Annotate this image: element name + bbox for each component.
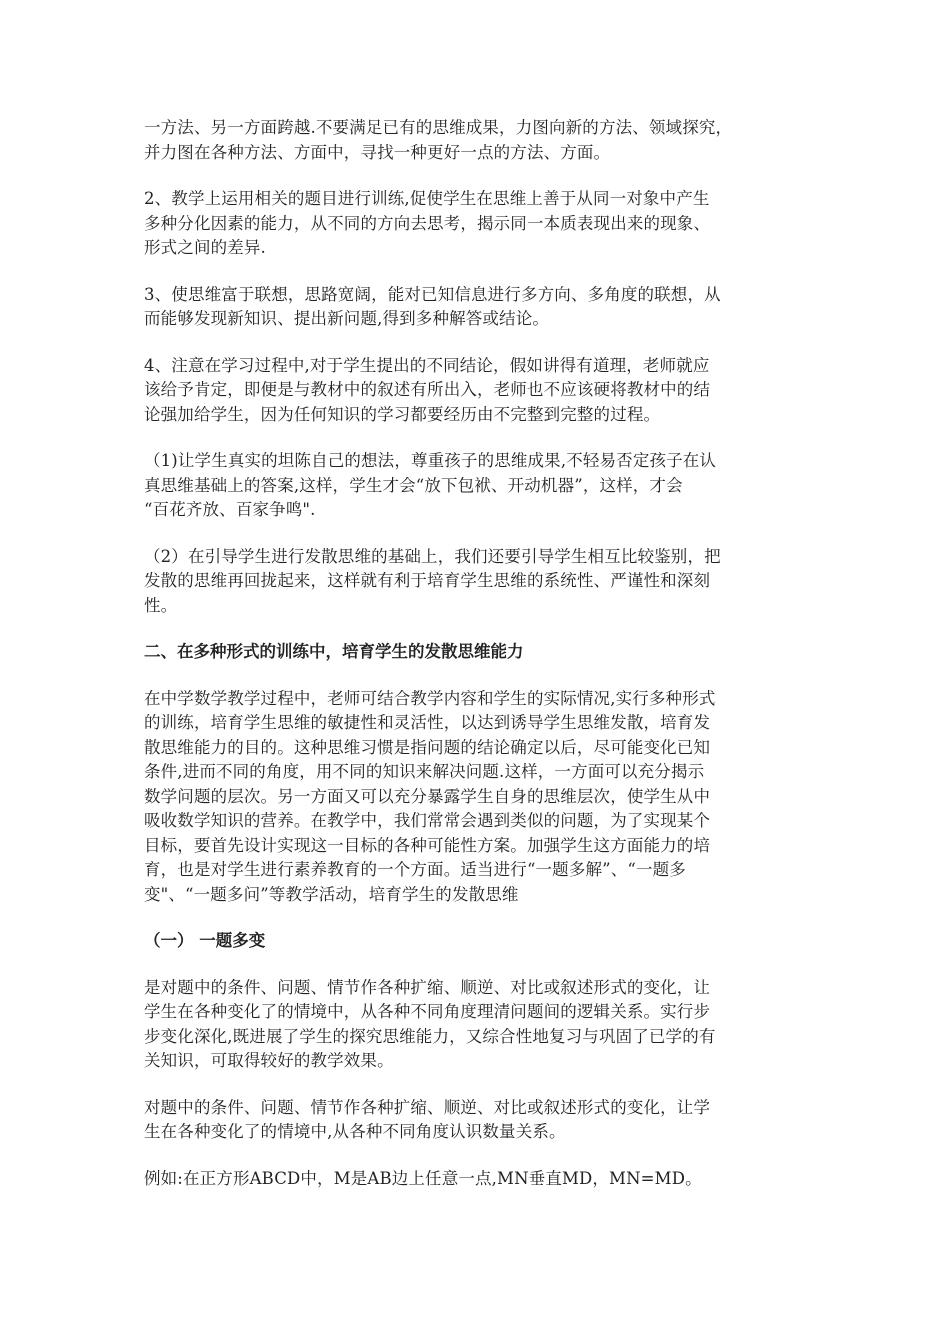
paragraph-variation: 对题中的条件、问题、情节作各种扩缩、顺逆、对比或叙述形式的变化，让学 生在各种变化了的情境中,从各种不同角度认识数量关系。 xyxy=(144,1097,711,1141)
paragraph-point-2: 2、教学上运用相关的题目进行训练,促使学生在思维上善于从同一对象中产生 多种分化因素的能力，从不同的方向去思考，揭示同一本质表现出来的现象、 形式之间的差异. xyxy=(144,189,711,257)
section-heading-2: 二、在多种形式的训练中，培育学生的发散思维能力 xyxy=(144,642,524,661)
paragraph-subpoint-2: （2）在引导学生进行发散思维的基础上，我们还要引导学生相互比较鉴别，把 发散的思维再回拢起来，这样就有利于培育学生思维的系统性、严谨性和深刻 性。 xyxy=(144,546,721,615)
document-page xyxy=(144,116,816,1213)
subsection-heading-1: （一） 一题多变 xyxy=(144,931,266,950)
paragraph-point-4: 4、注意在学习过程中,对于学生提出的不同结论，假如讲得有道理，老师就应 该给予肯定，即便是与教材中的叙述有所出入，老师也不应该硬将教材中的结 论强加给学生，因为任何知识的学习都要经历由不完整到完整的过程。 xyxy=(144,355,711,424)
paragraph-subsection-1-body: 是对题中的条件、问题、情节作各种扩缩、顺逆、对比或叙述形式的变化，让 学生在各种变化了的情境中，从各种不同角度理清问题间的逻辑关系。实行步 步变化深化,既进展了学生的探究思维能力，又综合性地复习与巩固了已学的有 关知识，可取得较好的教学效果。 xyxy=(144,977,716,1070)
paragraph-subpoint-1: （1)让学生真实的坦陈自己的想法，尊重孩子的思维成果,不轻易否定孩子在认 真思维基础上的答案,这样，学生才会“放下包袱、开动机器”，这样，才会 “百花齐放、百家争鸣". xyxy=(144,451,717,519)
paragraph-continuation: 一方法、另一方面跨越.不要满足已有的思维成果，力图向新的方法、领域探究， 并力图在各种方法、方面中，寻找一种更好一点的方法、方面。 xyxy=(144,118,733,162)
paragraph-example: 例如:在正方形ABCD中，M是AB边上任意一点,MN垂直MD，MN=MD。 xyxy=(144,1168,702,1188)
paragraph-section-2-body: 在中学数学教学过程中，老师可结合教学内容和学生的实际情况,实行多种形式 的训练，培育学生思维的敏捷性和灵活性，以达到诱导学生思维发散，培育发 散思维能力的目的。这种思维习惯是指问题的结论确定以后，尽可能变化已知 条件,进而不同的角度，用不同的知识来解决问题.这样，一方面可以充分揭示 数学问题的层次。另一方面又可以充分暴露学生自身的思维层次，使学生从中 吸收数学知识的营养。在教学中，我们常常会遇到类似的问题，为了实现某个 目标，要首先设计实现这一目标的各种可能性方案。加强学生这方面能力的培 育，也是对学生进行素养教育的一个方面。适当进行“一题多解”、“一题多 变"、“一题多问”等教学活动，培育学生的发散思维 xyxy=(144,688,716,904)
paragraph-point-3: 3、使思维富于联想，思路宽阔，能对已知信息进行多方向、多角度的联想，从 而能够发现新知识、提出新问题,得到多种解答或结论。 xyxy=(144,284,721,328)
